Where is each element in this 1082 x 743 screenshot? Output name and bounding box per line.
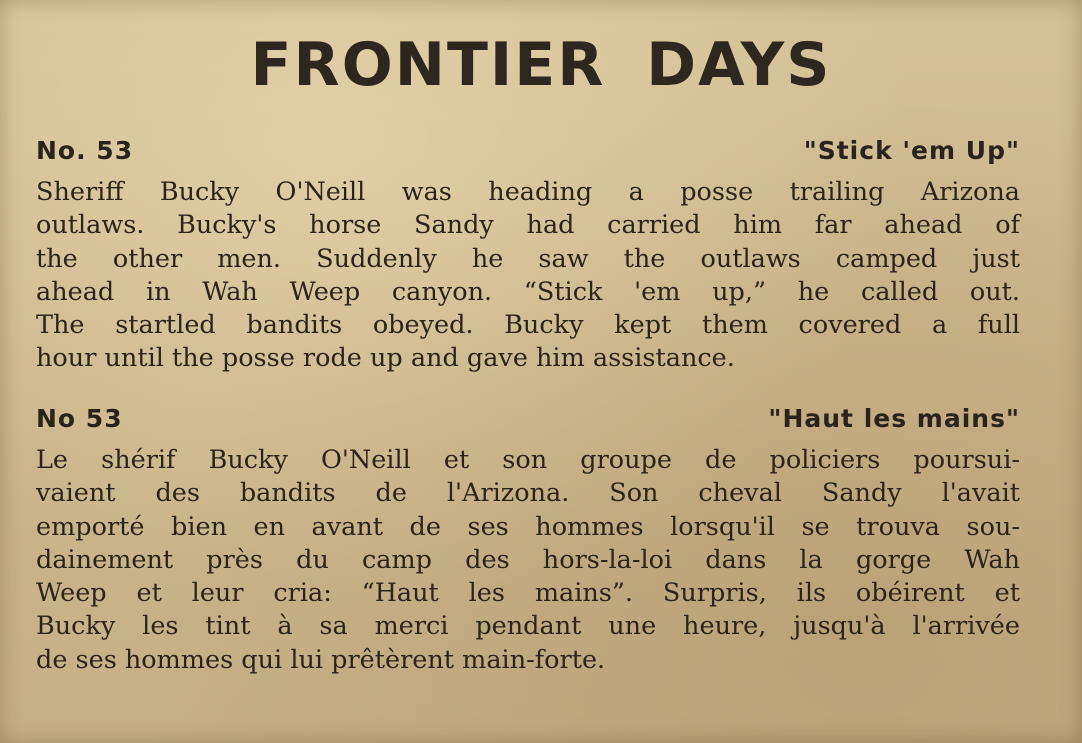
english-story-line: Sheriff Bucky O'Neill was heading a posse trailing Arizona xyxy=(36,177,1020,207)
english-story-line: The startled bandits obeyed. Bucky kept them covered a full xyxy=(36,310,1020,341)
french-story-line: Bucky les tint à sa merci pendant une heure, jusqu'à l'arrivée xyxy=(36,611,1020,642)
french-card-number: No 53 xyxy=(36,404,123,433)
english-story-line: outlaws. Bucky's horse Sandy had carried him far ahead of xyxy=(36,210,1020,241)
french-story-line: de ses hommes qui lui prêtèrent main-forte. xyxy=(36,644,606,675)
french-story xyxy=(36,444,1020,677)
french-story-line: dainement près du camp des hors-la-loi dans la gorge Wah xyxy=(36,544,1020,575)
french-story-line: Weep et leur cria: “Haut les mains”. Surpris, ils obéirent et xyxy=(36,578,1020,609)
english-card-number: No. 53 xyxy=(36,136,134,165)
english-story-line: ahead in Wah Weep canyon. “Stick 'em up,” he called out. xyxy=(36,276,1020,307)
english-heading xyxy=(36,136,1020,176)
card-title: FRONTIER DAYS xyxy=(250,30,832,100)
english-story xyxy=(36,176,1020,376)
english-caption: "Stick 'em Up" xyxy=(803,136,1020,165)
english-story-line: hour until the posse rode up and gave him assistance. xyxy=(36,343,735,374)
french-caption: "Haut les mains" xyxy=(768,404,1020,433)
french-story-line: emporté bien en avant de ses hommes lorsqu'il se trouva sou- xyxy=(36,511,1020,542)
french-section xyxy=(36,404,1020,677)
french-story-line: Le shérif Bucky O'Neill et son groupe de policiers poursui- xyxy=(36,445,1020,475)
french-story-line: vaient des bandits de l'Arizona. Son cheval Sandy l'avait xyxy=(36,478,1020,509)
english-story-line: the other men. Suddenly he saw the outlaws camped just xyxy=(36,243,1020,274)
english-section xyxy=(36,136,1020,376)
french-heading xyxy=(36,404,1020,444)
